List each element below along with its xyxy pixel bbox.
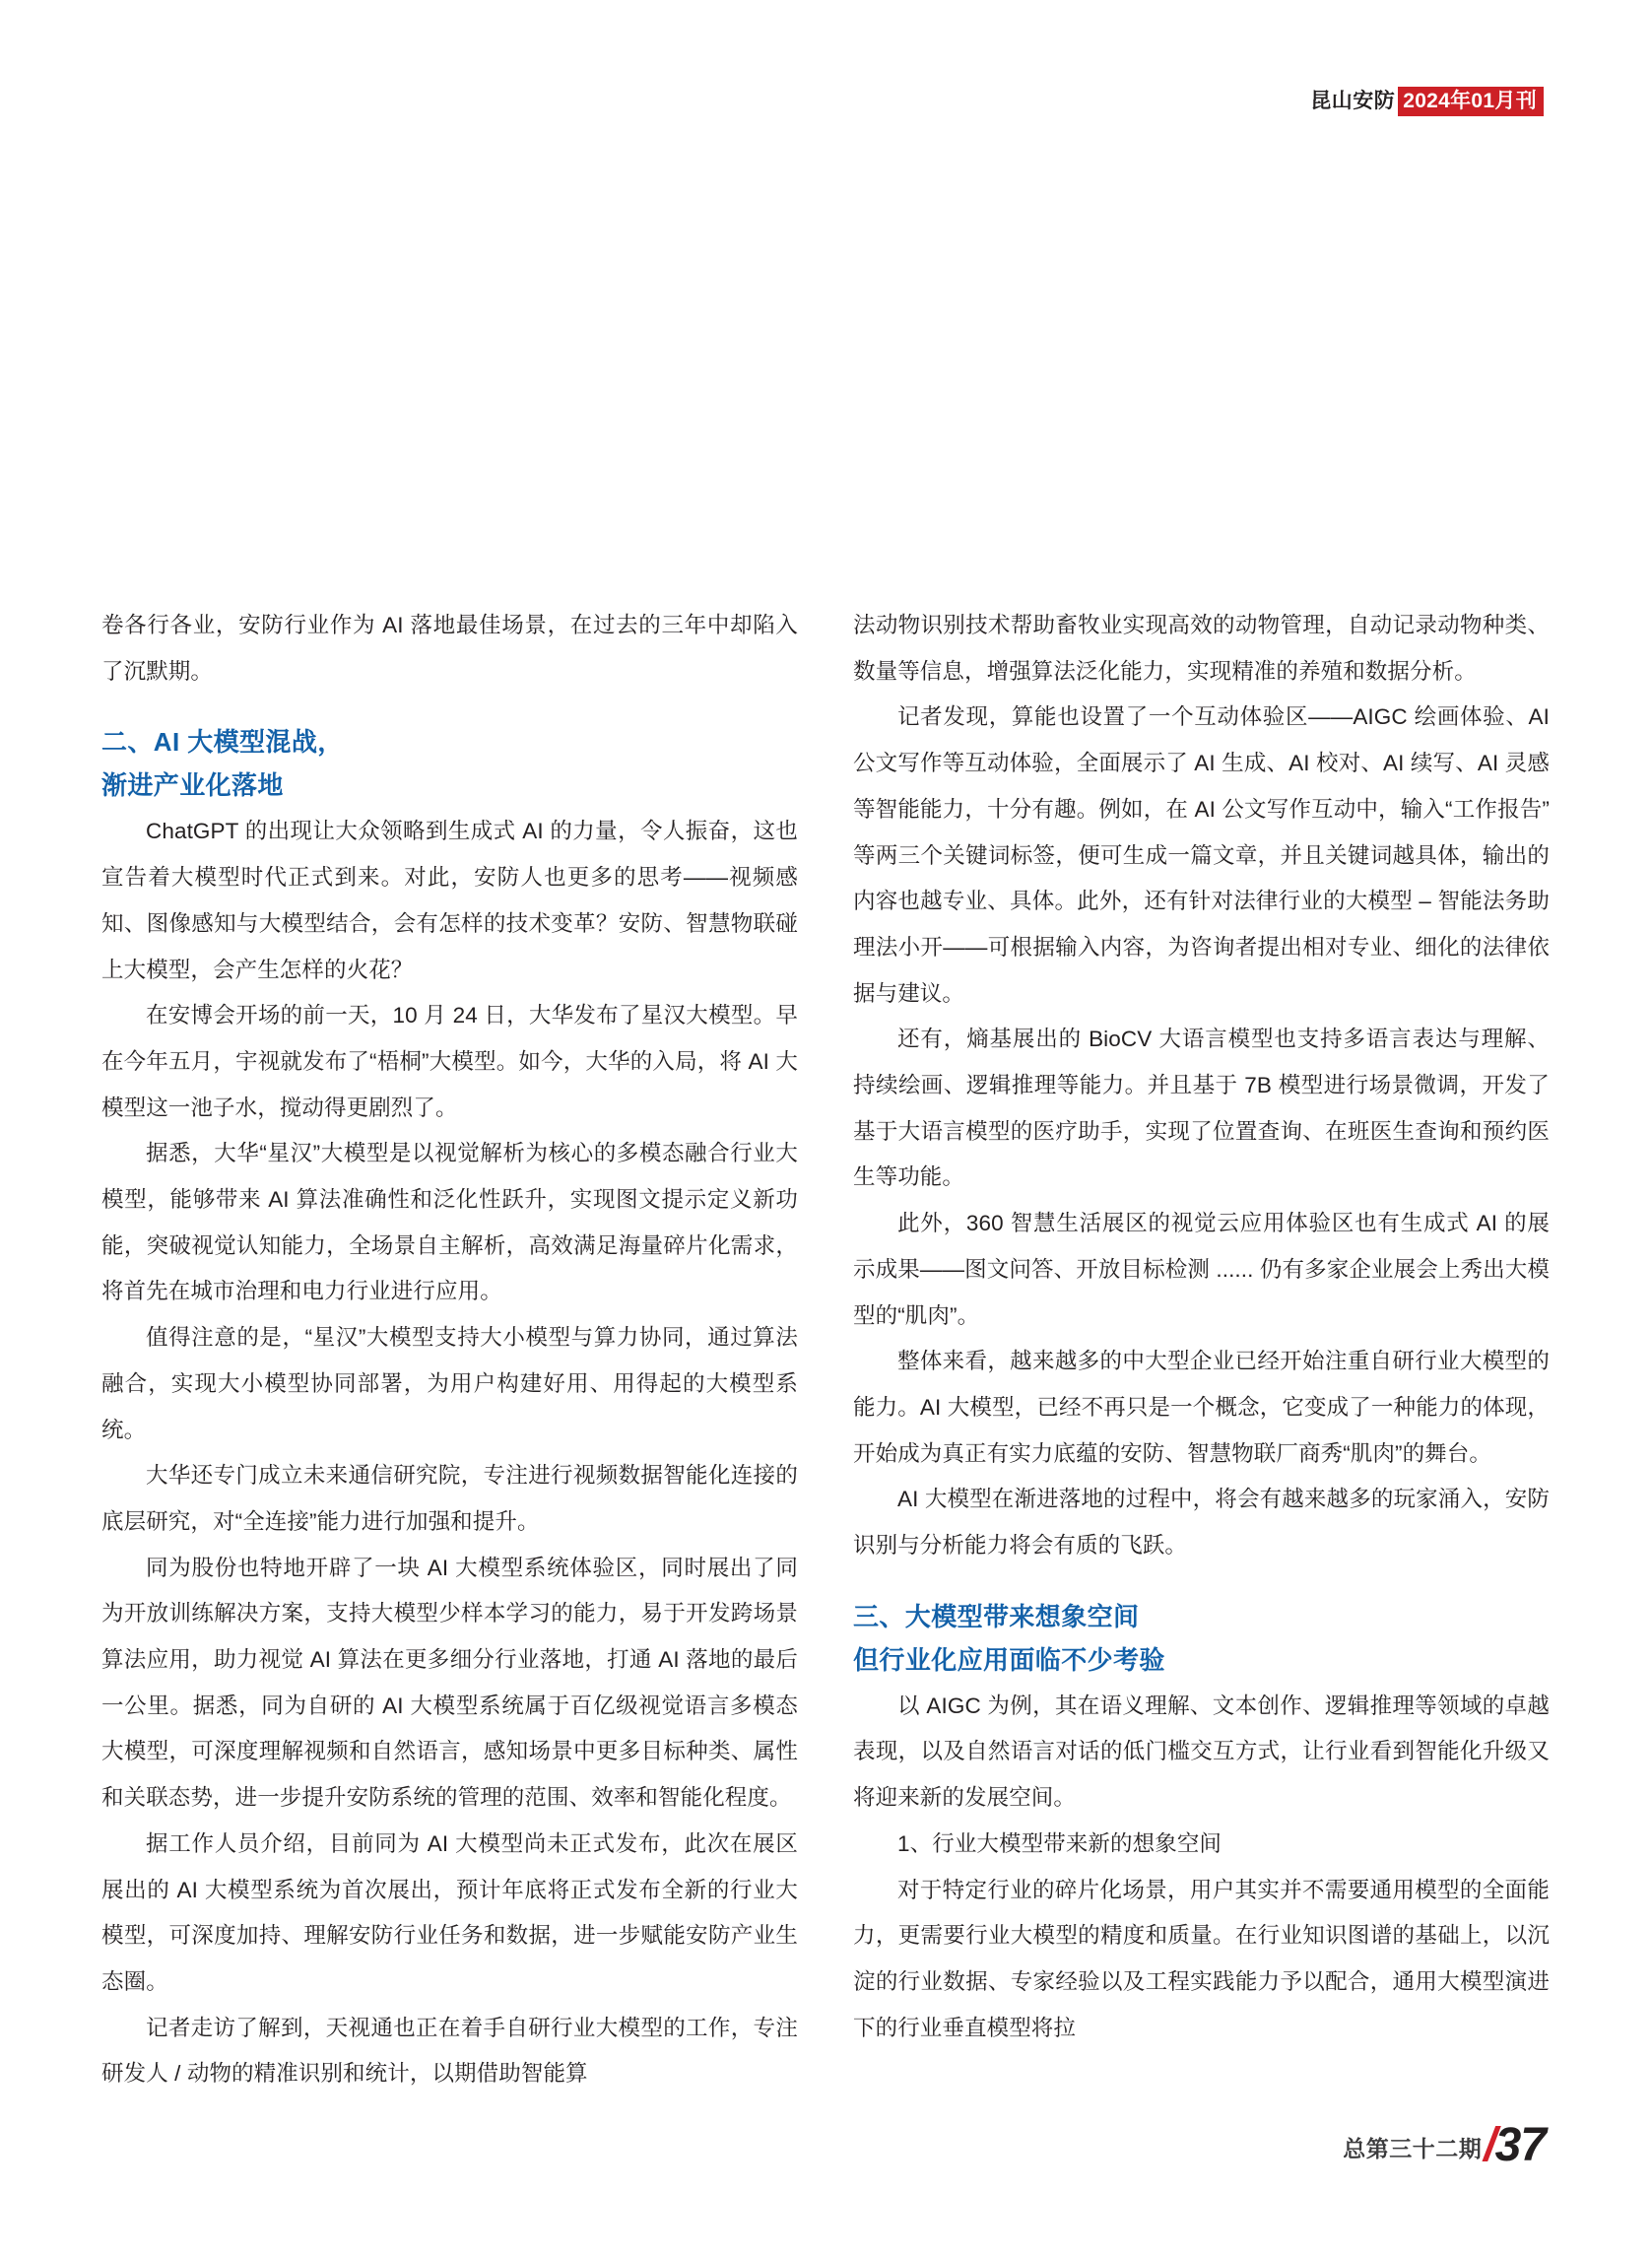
paragraph-r5: 整体来看，越来越多的中大型企业已经开始注重自研行业大模型的能力。AI 大模型，已经不再只是一个概念，它变成了一种能力的体现，开始成为真正有实力底蕴的安防、智慧物联厂商秀“肌肉”的舞台。	[853, 1349, 1550, 1466]
section-heading-three	[853, 1595, 1550, 1682]
paragraph-r8: 对于特定行业的碎片化场景，用户其实并不需要通用模型的全面能力，更需要行业大模型的精度和质量。在行业知识图谱的基础上，以沉淀的行业数据、专家经验以及工程实践能力予以配合，通用大模型演进下的行业垂直模型将拉	[853, 1877, 1550, 2040]
paragraph-l2: 在安博会开场的前一天，10 月 24 日，大华发布了星汉大模型。早在今年五月，宇视就发布了“梧桐”大模型。如今，大华的入局，将 AI 大模型这一池子水，搅动得更剧烈了。	[101, 1003, 798, 1120]
issue-badge: 2024年01月刊	[1398, 87, 1544, 116]
paragraph-l8: 记者走访了解到，天视通也正在着手自研行业大模型的工作，专注研发人 / 动物的精准识别和统计，以期借助智能算	[101, 2015, 798, 2087]
article-columns	[101, 603, 1550, 2087]
section-heading-two-line2: 渐进产业化落地	[101, 770, 284, 801]
paragraph-l4: 值得注意的是，“星汉”大模型支持大小模型与算力协同，通过算法融合，实现大小模型协同部署，为用户构建好用、用得起的大模型系统。	[101, 1325, 798, 1442]
paragraph-r7: 以 AIGC 为例，其在语义理解、文本创作、逻辑推理等领域的卓越表现，以及自然语言对话的低门槛交互方式，让行业看到智能化升级又将迎来新的发展空间。	[853, 1693, 1550, 1811]
paragraph-r6: AI 大模型在渐进落地的过程中，将会有越来越多的玩家涌入，安防识别与分析能力将会有质的飞跃。	[853, 1487, 1550, 1559]
heading-spacer-top-right	[853, 1569, 1550, 1595]
paragraph-r2: 记者发现，算能也设置了一个互动体验区——AIGC 绘画体验、AI 公文写作等互动体验，全面展示了 AI 生成、AI 校对、AI 续写、AI 灵感等智能能力，十分有趣。例如，在 AI 公文写作互动中，输入“工作报告”等两三个关键词标签，便可生成一篇文章，并且关键词越具体，输出的内容也越专业、具体。此外，还有针对法律行业的大模型 – 智能法务助理法小开——可根据输入内容，为咨询者提出相对专业、细化的法律依据与建议。	[853, 704, 1550, 1006]
page-folio	[1343, 2118, 1546, 2172]
paragraph-r4: 此外，360 智慧生活展区的视觉云应用体验区也有生成式 AI 的展示成果——图文问答、开放目标检测 ...... 仍有多家企业展会上秀出大模型的“肌肉”。	[853, 1211, 1550, 1328]
right-column	[853, 603, 1550, 2061]
paragraph-r3: 还有，熵基展出的 BioCV 大语言模型也支持多语言表达与理解、持续绘画、逻辑推理等能力。并且基于 7B 模型进行场景微调，开发了基于大语言模型的医疗助手，实现了位置查询、在班医生查询和预约医生等功能。	[853, 1027, 1550, 1190]
folio-page-number: 37	[1494, 2119, 1546, 2171]
paragraph-l1: ChatGPT 的出现让大众领略到生成式 AI 的力量，令人振奋，这也宣告着大模型时代正式到来。对此，安防人也更多的思考——视频感知、图像感知与大模型结合，会有怎样的技术变革？安防、智慧物联碰上大模型，会产生怎样的火花？	[101, 819, 798, 982]
continued-paragraph: 卷各行各业，安防行业作为 AI 落地最佳场景，在过去的三年中却陷入了沉默期。	[101, 613, 798, 684]
paragraph-r1: 法动物识别技术帮助畜牧业实现高效的动物管理，自动记录动物种类、数量等信息，增强算法泛化能力，实现精准的养殖和数据分析。	[853, 613, 1550, 684]
paragraph-l7: 据工作人员介绍，目前同为 AI 大模型尚未正式发布，此次在展区展出的 AI 大模型系统为首次展出，预计年底将正式发布全新的行业大模型，可深度加持、理解安防行业任务和数据，进一步赋能安防产业生态圈。	[101, 1830, 798, 1994]
section-heading-two-line1: 二、AI 大模型混战，	[101, 727, 344, 758]
heading-spacer-top	[101, 695, 798, 720]
running-header	[1310, 87, 1544, 116]
publication-title: 昆山安防	[1310, 90, 1396, 112]
paragraph-l3: 据悉，大华“星汉”大模型是以视觉解析为核心的多模态融合行业大模型，能够带来 AI 算法准确性和泛化性跃升，实现图文提示定义新功能，突破视觉认知能力，全场景自主解析，高效满足海量碎片化需求，将首先在城市治理和电力行业进行应用。	[101, 1141, 798, 1304]
folio-slash: /	[1484, 2119, 1495, 2171]
section-heading-two	[101, 720, 798, 807]
left-column	[101, 603, 798, 2087]
section-heading-three-line2: 但行业化应用面临不少考验	[853, 1644, 1165, 1675]
subsection-heading-one: 1、行业大模型带来新的想象空间	[897, 1830, 1222, 1856]
paragraph-l6: 同为股份也特地开辟了一块 AI 大模型系统体验区，同时展出了同为开放训练解决方案，支持大模型少样本学习的能力，易于开发跨场景算法应用，助力视觉 AI 算法在更多细分行业落地，打通 AI 落地的最后一公里。据悉，同为自研的 AI 大模型系统属于百亿级视觉语言多模态大模型，可深度理解视频和自然语言，感知场景中更多目标种类、属性和关联态势，进一步提升安防系统的管理的范围、效率和智能化程度。	[101, 1555, 798, 1811]
section-heading-three-line1: 三、大模型带来想象空间	[853, 1601, 1140, 1631]
folio-issue-label: 总第三十二期	[1343, 2136, 1483, 2161]
paragraph-l5: 大华还专门成立未来通信研究院，专注进行视频数据智能化连接的底层研究，对“全连接”能力进行加强和提升。	[101, 1463, 798, 1534]
